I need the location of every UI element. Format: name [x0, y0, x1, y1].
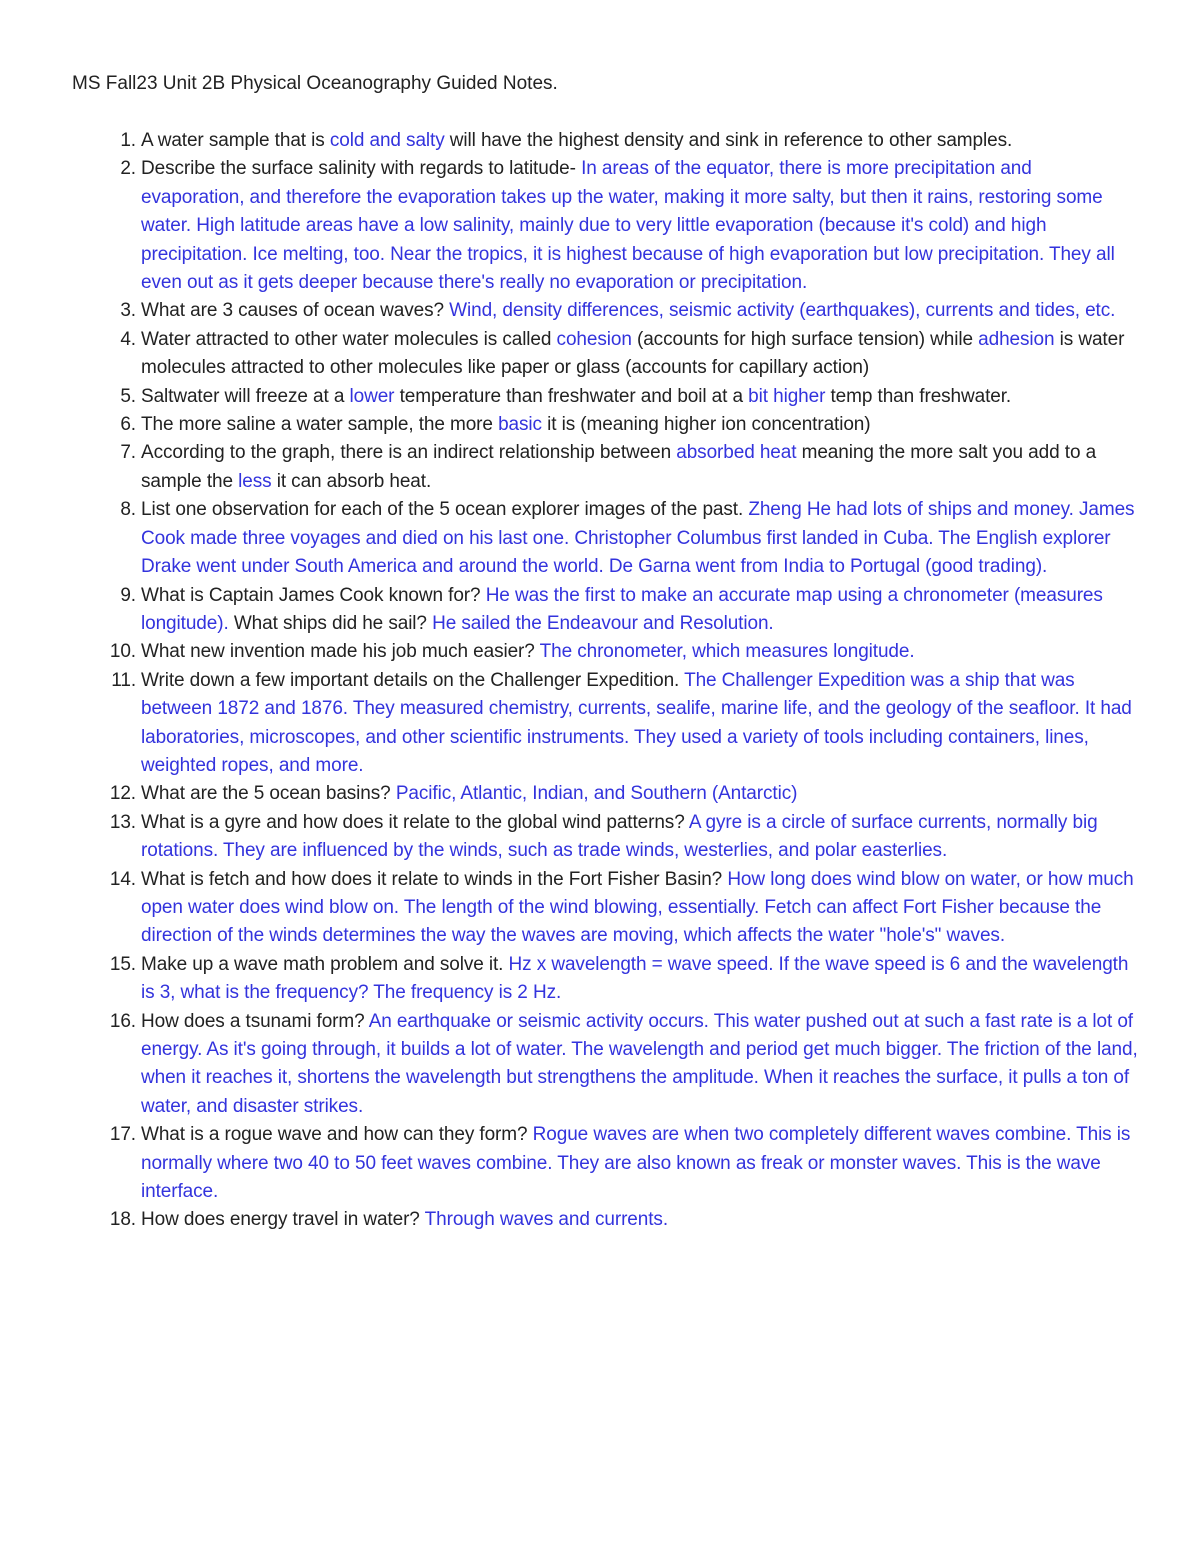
item-number: 6.: [120, 414, 136, 436]
note-item-16: [0, 1008, 1200, 1122]
answer-text: Pacific, Atlantic, Indian, and Southern (Antarctic): [395, 783, 798, 805]
question-text: According to the graph, there is an indirect relationship between: [141, 442, 677, 464]
answer-text: lower: [349, 385, 395, 407]
note-item-13: [0, 809, 1200, 866]
question-text: it can absorb heat.: [271, 470, 432, 492]
answer-text: Zheng He had lots of ships and money. James Cook made three voyages and died on his last one. Christopher Columbus first landed in Cuba. The English explorer Drake went under South America and around the world. De Garna went from India to Portugal (good trading).: [141, 499, 1135, 578]
answer-text: less: [238, 470, 272, 492]
note-item-11: [0, 667, 1200, 781]
answer-text: Through waves and currents.: [424, 1209, 668, 1231]
question-text: What ships did he sail?: [228, 612, 433, 634]
answer-text: absorbed heat: [676, 442, 797, 464]
question-text: How does a tsunami form?: [141, 1010, 369, 1032]
question-text: What is Captain James Cook known for?: [141, 584, 486, 606]
question-text: Saltwater will freeze at a: [141, 385, 350, 407]
question-text: it is (meaning higher ion concentration): [541, 414, 871, 436]
answer-text: How long does wind blow on water, or how much open water does wind blow on. The length of the wind blowing, essentially. Fetch can affect Fort Fisher because the direction of the winds determines the way the waves are moving, which affects the water "hole's" waves.: [141, 868, 1134, 947]
question-text: What are the 5 ocean basins?: [141, 783, 396, 805]
item-number: 7.: [120, 442, 136, 464]
item-number: 16.: [109, 1010, 136, 1032]
question-text: What is a rogue wave and how can they form?: [141, 1124, 533, 1146]
question-text: Water attracted to other water molecules is called: [141, 328, 557, 350]
question-text: List one observation for each of the 5 ocean explorer images of the past.: [141, 499, 749, 521]
question-text: (accounts for high surface tension) while: [631, 328, 979, 350]
item-number: 12.: [109, 783, 136, 805]
note-item-7: [0, 439, 1200, 496]
note-item-9: [0, 582, 1200, 639]
answer-text: Wind, density differences, seismic activity (earthquakes), currents and tides, etc.: [449, 300, 1116, 322]
document-title: MS Fall23 Unit 2B Physical Oceanography Guided Notes.: [72, 73, 558, 94]
item-number: 11.: [111, 669, 136, 691]
answer-text: cohesion: [556, 328, 632, 350]
answer-text: He was the first to make an accurate map using a chronometer (measures longitude).: [141, 584, 1103, 634]
item-number: 5.: [120, 385, 136, 407]
item-number: 2.: [120, 158, 136, 180]
note-item-14: [0, 866, 1200, 951]
answer-text: The chronometer, which measures longitude.: [539, 641, 915, 663]
item-number: 14.: [109, 868, 136, 890]
guided-notes-list: [0, 127, 1200, 1235]
answer-text: A gyre is a circle of surface currents, normally big rotations. They are influenced by the winds, such as trade winds, westerlies, and polar easterlies.: [141, 811, 1098, 862]
question-text: The more saline a water sample, the more: [141, 414, 499, 436]
question-text: A water sample that is: [141, 130, 330, 151]
answer-text: bit higher: [748, 385, 826, 407]
item-number: 3.: [120, 300, 136, 322]
question-text: will have the highest density and sink in reference to other samples.: [444, 130, 1013, 151]
note-item-4: [0, 326, 1200, 383]
item-number: 10.: [109, 641, 136, 663]
item-number: 8.: [120, 499, 136, 521]
answer-text: basic: [498, 414, 542, 436]
question-text: Describe the surface salinity with regards to latitude-: [141, 158, 582, 180]
item-number: 15.: [109, 953, 136, 975]
answer-text: adhesion: [978, 328, 1055, 350]
note-item-2: [0, 155, 1200, 297]
answer-text: An earthquake or seismic activity occurs. This water pushed out at such a fast rate is a lot of energy. As it's going through, it builds a lot of water. The wavelength and period get much bigger. The friction of the land, when it reaches it, shortens the wavelength but strengthens the amplitude. When it reaches the surface, it pulls a ton of water, and disaster strikes.: [141, 1010, 1138, 1117]
answer-text: The Challenger Expedition was a ship that was between 1872 and 1876. They measured chemistry, currents, sealife, marine life, and the geology of the seafloor. It had laboratories, microscopes, and other scientific instruments. They used a variety of tools including containers, lines, weighted ropes, and more.: [141, 669, 1132, 776]
item-number: 1.: [120, 130, 136, 151]
item-number: 4.: [120, 328, 136, 350]
question-text: Make up a wave math problem and solve it.: [141, 953, 509, 975]
answer-text: Hz x wavelength = wave speed. If the wave speed is 6 and the wavelength is 3, what is the frequency? The frequency is 2 Hz.: [141, 953, 1129, 1004]
question-text: meaning the more salt you add to a sample the: [141, 442, 1097, 492]
answer-text: In areas of the equator, there is more precipitation and evaporation, and therefore the evaporation takes up the water, making it more salty, but then it rains, restoring some water. High latitude areas have a low salinity, mainly due to very little evaporation (because it's cold) and high precipitation. Ice melting, too. Near the tropics, it is highest because of high evaporation but low precipitation. They all even out as it gets deeper because there's really no evaporation or precipitation.: [141, 158, 1115, 294]
question-text: What is fetch and how does it relate to winds in the Fort Fisher Basin?: [141, 868, 728, 890]
question-text: temp than freshwater.: [825, 385, 1012, 407]
question-text: is water molecules attracted to other molecules like paper or glass (accounts for capillary action): [141, 328, 1125, 379]
note-item-8: [0, 496, 1200, 581]
note-item-17: [0, 1121, 1200, 1206]
question-text: temperature than freshwater and boil at a: [394, 385, 749, 407]
question-text: What is a gyre and how does it relate to the global wind patterns?: [141, 811, 689, 833]
answer-text: Rogue waves are when two completely different waves combine. This is normally where two 40 to 50 feet waves combine. They are also known as freak or monster waves. This is the wave interface.: [141, 1124, 1131, 1203]
item-number: 13.: [109, 811, 136, 833]
answer-text: He sailed the Endeavour and Resolution.: [432, 612, 774, 634]
note-item-18: [0, 1206, 1200, 1234]
item-number: 17.: [109, 1124, 136, 1146]
note-item-6: [0, 411, 1200, 439]
question-text: How does energy travel in water?: [141, 1209, 425, 1231]
note-item-3: [0, 297, 1200, 325]
note-item-15: [0, 951, 1200, 1008]
note-item-5: [0, 383, 1200, 411]
item-number: 18.: [109, 1209, 136, 1231]
answer-text: cold and salty: [329, 130, 445, 151]
question-text: What new invention made his job much easier?: [141, 641, 540, 663]
note-item-10: [0, 638, 1200, 666]
question-text: What are 3 causes of ocean waves?: [141, 300, 450, 322]
item-number: 9.: [120, 584, 136, 606]
question-text: Write down a few important details on the Challenger Expedition.: [141, 669, 685, 691]
note-item-12: [0, 780, 1200, 808]
note-item-1: [0, 127, 1200, 155]
